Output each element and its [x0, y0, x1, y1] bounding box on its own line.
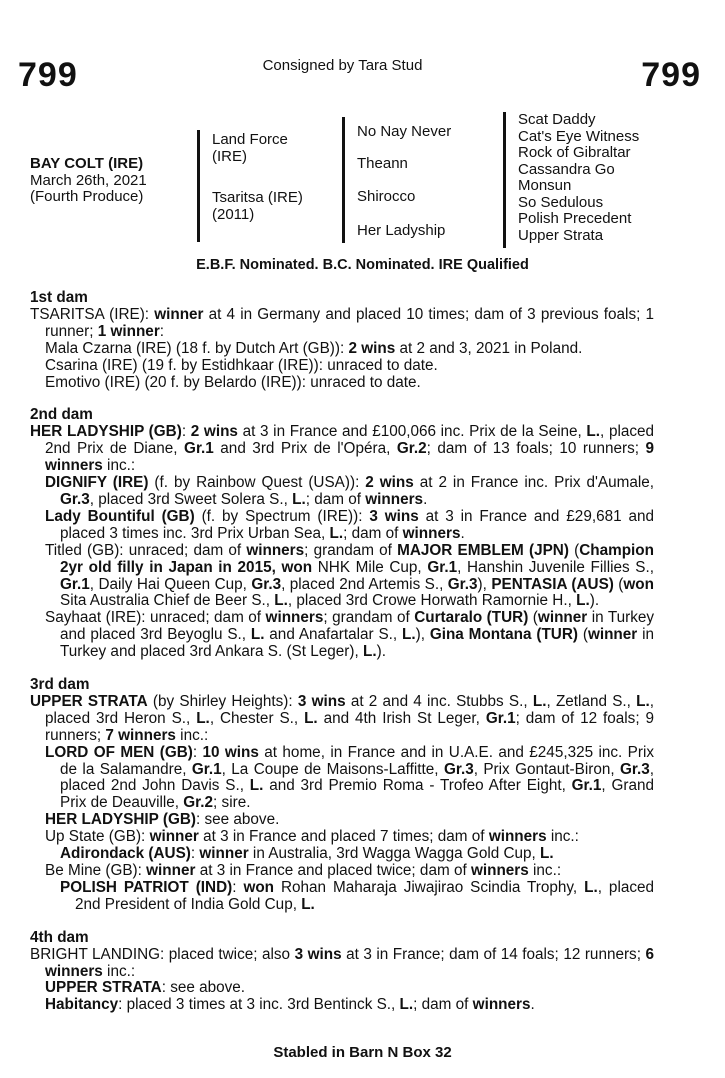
produce-entry: POLISH PATRIOT (IND): won Rohan Maharaja Jiwajirao Scindia Trophy, L., placed 2nd President of India Gold Cup, L. — [60, 878, 655, 913]
produce-entry: Lady Bountiful (GB) (f. by Spectrum (IRE)): 3 wins at 3 in France and £29,681 and placed 3 times inc. 3rd Prix Urban Sea, L.; dam of winners. — [45, 507, 654, 542]
produce-entry: Emotivo (IRE) (20 f. by Belardo (IRE)): unraced to date. — [45, 373, 421, 391]
produce-entry: Adirondack (AUS): winner in Australia, 3rd Wagga Wagga Gold Cup, L. — [60, 845, 554, 863]
produce-entry: HER LADYSHIP (GB): see above. — [45, 811, 280, 829]
dam-entry: HER LADYSHIP (GB): 2 wins at 3 in France and £100,066 inc. Prix de la Seine, L., placed 2nd Prix de Diane, Gr.1 and 3rd Prix de l'Opéra, Gr.2; dam of 13 foals; 10 runners; 9 winners inc.: — [30, 423, 655, 475]
pedigree-divider-2 — [342, 117, 345, 243]
stabling-info: Stabled in Barn N Box 32 — [273, 1044, 452, 1061]
section-heading: 4th dam — [30, 928, 89, 946]
granddam-sire: Theann — [357, 155, 408, 172]
parents — [212, 132, 303, 223]
pedigree-table — [30, 112, 670, 250]
gg-2: Cat's Eye Witness — [518, 127, 640, 145]
grandsire-sire: No Nay Never — [357, 123, 452, 140]
nominations: E.B.F. Nominated. B.C. Nominated. IRE Qualified — [196, 257, 529, 273]
produce-entry: Habitancy: placed 3 times at 3 inc. 3rd Bentinck S., L.; dam of winners. — [45, 996, 535, 1014]
pedigree-divider-1 — [197, 130, 200, 242]
section-third-dam — [30, 677, 654, 914]
produce-entry: DIGNIFY (IRE) (f. by Rainbow Quest (USA)): 2 wins at 2 in France inc. Prix d'Aumale, Gr.3, placed 3rd Sweet Solera S., L.; dam of winners. — [45, 474, 654, 508]
section-second-dam — [30, 407, 654, 661]
dam-entry: UPPER STRATA (by Shirley Heights): 3 wins at 2 and 4 inc. Stubbs S., L., Zetland S., L., placed 3rd Heron S., L., Chester S., L. and 4th Irish St Leger, Gr.1; dam of 12 foals; 9 runners; 7 winners inc.: — [30, 692, 654, 744]
gg-3: Rock of Gibraltar — [518, 144, 631, 161]
section-heading: 2nd dam — [30, 406, 93, 424]
lot-number-right: 799 — [641, 56, 701, 94]
gg-4: Cassandra Go — [518, 160, 615, 178]
pedigree-divider-3 — [503, 112, 506, 248]
gg-6: So Sedulous — [518, 193, 604, 211]
produce-entry: Sayhaat (IRE): unraced; dam of winners; grandam of Curtaralo (TUR) (winner in Turkey and placed 3rd Beyoglu S., L. and Anafartalar S., L.), Gina Montana (TUR) (winner in Turkey and placed 3rd Ankara S. (St Leger), L.). — [45, 609, 654, 661]
lot-number-left: 799 — [18, 56, 78, 94]
section-fourth-dam — [30, 930, 654, 1015]
horse-dob: March 26th, 2021 — [30, 171, 147, 189]
produce-entry: Be Mine (GB): winner at 3 in France and placed twice; dam of winners inc.: — [45, 862, 562, 879]
grandsire-dam: Shirocco — [357, 188, 416, 205]
gg-1: Scat Daddy — [518, 111, 596, 128]
gg-8: Upper Strata — [518, 226, 604, 244]
section-heading: 1st dam — [30, 289, 88, 306]
produce-entry: Titled (GB): unraced; dam of winners; grandam of MAJOR EMBLEM (JPN) (Champion 2yr old filly in Japan in 2015, won NHK Mile Cup, Gr.1, Hanshin Juvenile Fillies S., Gr.1, Daily Hai Queen Cup, Gr.3, placed 2nd Artemis S., Gr.3), PENTASIA (AUS) (won Sita Australia Chief de Beer S., L., placed 3rd Crowe Horwath Ramornie H., L.). — [45, 541, 655, 610]
horse-name: BAY COLT (IRE) — [30, 155, 144, 172]
horse-info — [30, 156, 147, 206]
dam-entry: BRIGHT LANDING: placed twice; also 3 wins at 3 in France; dam of 14 foals; 12 runners; 6 winners inc.: — [30, 945, 654, 980]
sire-name: Land Force — [212, 131, 288, 148]
produce-entry: Up State (GB): winner at 3 in France and placed 7 times; dam of winners inc.: — [45, 828, 579, 846]
section-first-dam — [30, 290, 654, 391]
produce-entry: UPPER STRATA: see above. — [45, 979, 246, 997]
granddam-dam: Her Ladyship — [357, 222, 446, 239]
produce-entry: Mala Czarna (IRE) (18 f. by Dutch Art (GB)): 2 wins at 2 and 3, 2021 in Poland. — [45, 339, 583, 357]
dam-entry: TSARITSA (IRE): winner at 4 in Germany and placed 10 times; dam of 3 previous foals; 1 runner; 1 winner: — [30, 305, 655, 340]
dam-name: Tsaritsa (IRE) — [212, 189, 303, 206]
gg-5: Monsun — [518, 177, 572, 194]
great-grandparents — [518, 112, 639, 244]
consignor: Consigned by Tara Stud — [262, 57, 423, 74]
produce-entry: LORD OF MEN (GB): 10 wins at home, in France and in U.A.E. and £245,325 inc. Prix de la Salamandre, Gr.1, La Coupe de Maisons-Laffitte, Gr.3, Prix Gontaut-Biron, Gr.3, placed 2nd John Davis S., L. and 3rd Premio Roma - Trofeo After Eight, Gr.1, Grand Prix de Deauville, Gr.2; sire. — [45, 743, 655, 812]
catalogue-body — [30, 290, 654, 1014]
produce-entry: Csarina (IRE) (19 f. by Estidhkaar (IRE)): unraced to date. — [45, 356, 438, 374]
horse-produce: (Fourth Produce) — [30, 188, 144, 205]
dam-year: (2011) — [212, 205, 255, 223]
section-heading: 3rd dam — [30, 676, 90, 694]
gg-7: Polish Precedent — [518, 210, 632, 227]
sire-origin: (IRE) — [212, 147, 247, 165]
